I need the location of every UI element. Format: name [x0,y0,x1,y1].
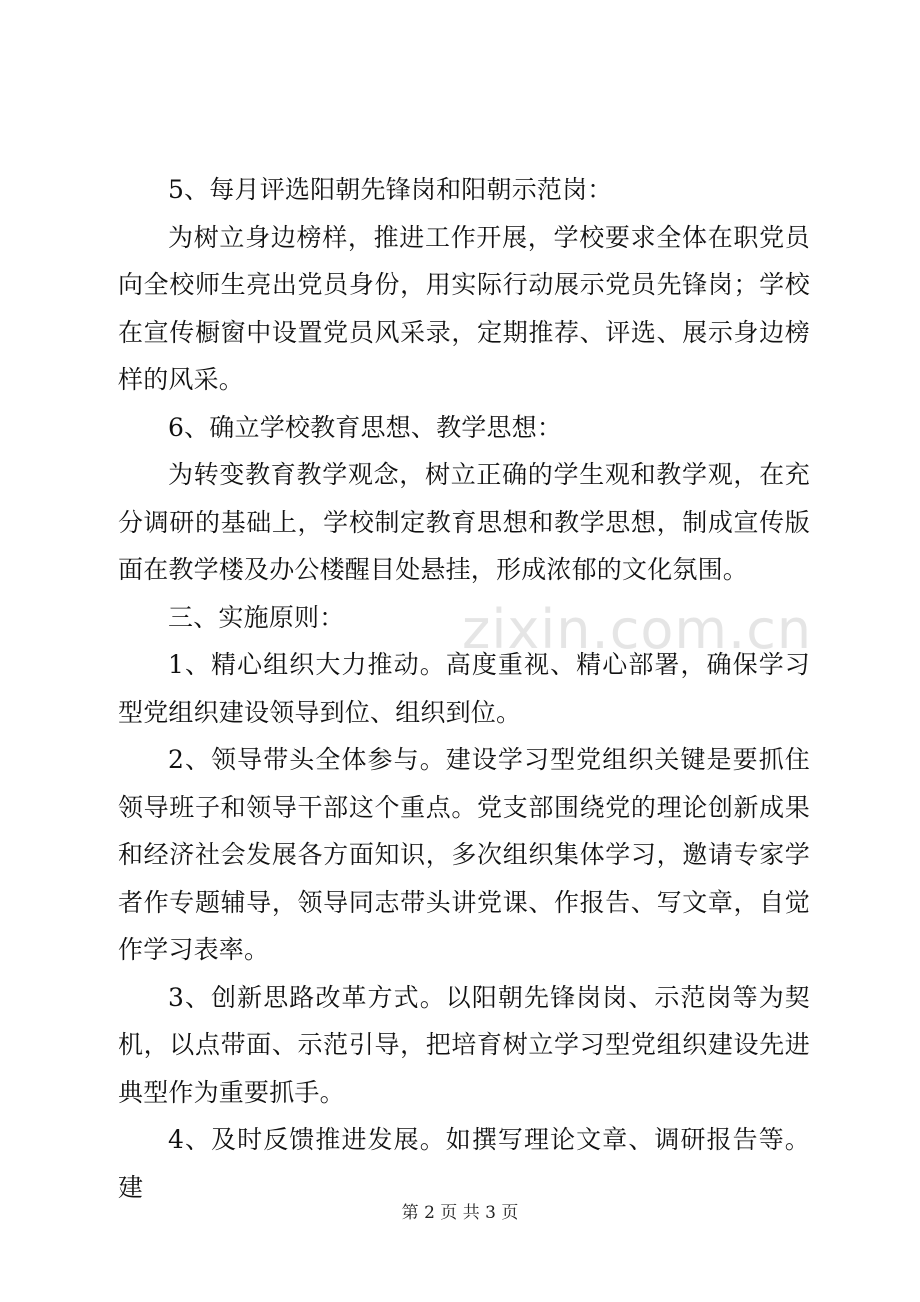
section-heading: 三、实施原则： [168,602,345,632]
paragraph: 3、创新思路改革方式。以阳朝先锋岗岗、示范岗等为契机，以点带面、示范引导，把培育树立学习型党组织建设先进典型作为重要抓手。 [118,982,810,1107]
paragraph: 2、领导带头全体参与。建设学习型党组织关键是要抓住领导班子和领导干部这个重点。党支部围绕党的理论创新成果和经济社会发展各方面知识，多次组织集体学习，邀请专家学者作专题辅导，领导同志带头讲党课、作报告、写文章，自觉作学习表率。 [118,745,810,964]
document-body [118,166,813,1211]
paragraph: 6、确立学校教育思想、教学思想： [168,412,563,442]
paragraph: 为树立身边榜样，推进工作开展，学校要求全体在职党员向全校师生亮出党员身份，用实际行动展示党员先锋岗；学校在宣传橱窗中设置党员风采录，定期推荐、评选、展示身边榜样的风采。 [118,222,810,394]
paragraph: 5、每月评选阳朝先锋岗和阳朝示范岗： [168,175,613,204]
page-footer: 第 2 页 共 3 页 [401,1203,519,1223]
paragraph: 为转变教育教学观念，树立正确的学生观和教学观，在充分调研的基础上，学校制定教育思想和教学思想，制成宣传版面在教学楼及办公楼醒目处悬挂，形成浓郁的文化氛围。 [118,460,810,584]
paragraph: 4、及时反馈推进发展。如撰写理论文章、调研报告等。建 [118,1125,810,1202]
paragraph: 1、精心组织大力推动。高度重视、精心部署，确保学习型党组织建设领导到位、组织到位。 [118,650,810,727]
watermark: zixin.com.cn [462,598,813,661]
